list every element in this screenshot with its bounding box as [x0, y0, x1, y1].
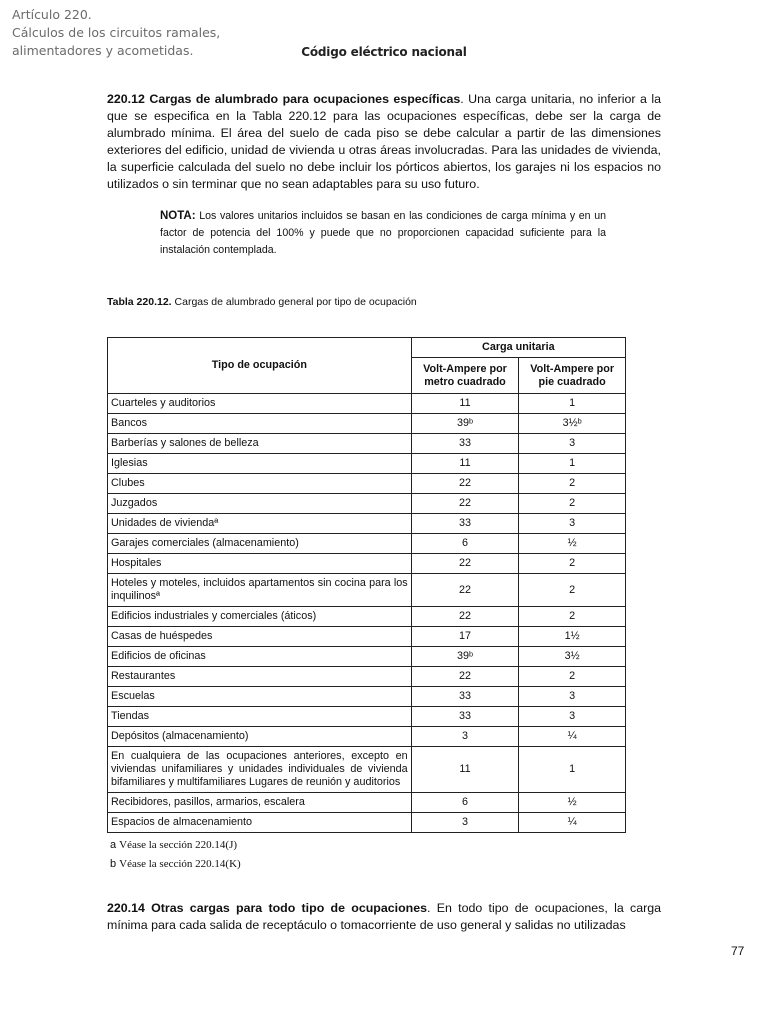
table-body	[108, 394, 626, 833]
table-row	[108, 514, 626, 534]
note-label: NOTA:	[160, 210, 196, 222]
table-row	[108, 707, 626, 727]
va-m2-cell: 22	[411, 494, 519, 514]
va-m2-cell: 3	[411, 813, 519, 833]
va-m2-cell: 22	[411, 474, 519, 494]
header-va-m2: Volt-Ampere por metro cuadrado	[411, 358, 519, 394]
occupation-cell: Juzgados	[108, 494, 412, 514]
header-line: alimentadores y acometidas.	[12, 43, 194, 58]
table-row	[108, 813, 626, 833]
va-ft2-cell: ¼	[519, 727, 626, 747]
section-body: . En todo tipo de ocupaciones, la carga mínima para cada salida de receptáculo o tomacorriente de uso general y salidas no utilizadas	[107, 901, 661, 932]
va-ft2-cell: 2	[519, 574, 626, 607]
occupation-cell: Espacios de almacenamiento	[108, 813, 412, 833]
header-occupation: Tipo de ocupación	[108, 338, 412, 394]
footnote-mark: b	[110, 858, 117, 870]
va-ft2-cell: 2	[519, 607, 626, 627]
table-row	[108, 667, 626, 687]
occupation-cell: Hoteles y moteles, incluidos apartamentos sin cocina para los inquilinosª	[108, 574, 412, 607]
table-row	[108, 747, 626, 793]
va-m2-cell: 22	[411, 667, 519, 687]
occupation-cell: Garajes comerciales (almacenamiento)	[108, 534, 412, 554]
table-caption-text: Cargas de alumbrado general por tipo de ocupación	[171, 296, 417, 308]
va-ft2-cell: 3½ᵇ	[519, 414, 626, 434]
va-m2-cell: 6	[411, 534, 519, 554]
va-m2-cell: 39ᵇ	[411, 647, 519, 667]
va-ft2-cell: 3	[519, 687, 626, 707]
table-caption	[107, 296, 417, 308]
lighting-load-table	[107, 337, 626, 833]
occupation-cell: Recibidores, pasillos, armarios, escalera	[108, 793, 412, 813]
table-row	[108, 574, 626, 607]
header-unit-load: Carga unitaria	[411, 338, 625, 358]
header-va-ft2: Volt-Ampere por pie cuadrado	[519, 358, 626, 394]
va-m2-cell: 17	[411, 627, 519, 647]
table-row	[108, 534, 626, 554]
va-ft2-cell: 2	[519, 494, 626, 514]
table-row	[108, 494, 626, 514]
occupation-cell: Bancos	[108, 414, 412, 434]
table-row	[108, 394, 626, 414]
note-text: Los valores unitarios incluidos se basan en las condiciones de carga mínima y en un factor de potencia del 100% y puede que no proporcionen capacidad suficiente para la instalación contemplada.	[160, 210, 606, 256]
running-header-title: Código eléctrico nacional	[301, 45, 467, 59]
va-m2-cell: 3	[411, 727, 519, 747]
va-ft2-cell: 3½	[519, 647, 626, 667]
occupation-cell: Iglesias	[108, 454, 412, 474]
table-row	[108, 607, 626, 627]
va-m2-cell: 33	[411, 687, 519, 707]
va-m2-cell: 22	[411, 554, 519, 574]
table-row	[108, 727, 626, 747]
va-ft2-cell: 3	[519, 707, 626, 727]
occupation-cell: En cualquiera de las ocupaciones anteriores, excepto en viviendas unifamiliares y unidades individuales de vivienda bifamiliares y multifamiliares Lugares de reunión y auditorios	[108, 747, 412, 793]
section-heading: 220.14 Otras cargas para todo tipo de ocupaciones	[107, 901, 427, 915]
header-line: Artículo 220.	[12, 7, 92, 22]
va-ft2-cell: 1	[519, 394, 626, 414]
occupation-cell: Hospitales	[108, 554, 412, 574]
va-m2-cell: 22	[411, 574, 519, 607]
footnote-text: Véase la sección 220.14(J)	[119, 839, 238, 851]
section-heading: 220.12 Cargas de alumbrado para ocupaciones específicas	[107, 92, 461, 106]
section-body: . Una carga unitaria, no inferior a la que se especifica en la Tabla 220.12 para las ocupaciones específicas, debe ser la carga de alumbrado mínima. El área del suelo de cada piso se debe calcular a partir de las dimensiones exteriores del edificio, unidad de vivienda u otras áreas involucradas. Para las unidades de vivienda, la superficie calculada del suelo no debe incluir los pórticos abiertos, los garajes ni los espacios no utilizados o sin terminar que no sean adaptables para su uso futuro.	[107, 92, 661, 191]
va-ft2-cell: ½	[519, 793, 626, 813]
occupation-cell: Restaurantes	[108, 667, 412, 687]
page-number: 77	[731, 944, 745, 958]
occupation-cell: Unidades de viviendaª	[108, 514, 412, 534]
va-m2-cell: 33	[411, 707, 519, 727]
va-m2-cell: 33	[411, 514, 519, 534]
va-m2-cell: 11	[411, 394, 519, 414]
table-row	[108, 434, 626, 454]
footnote-text: Véase la sección 220.14(K)	[119, 858, 241, 870]
footnote-mark: a	[110, 839, 117, 851]
table-row	[108, 474, 626, 494]
va-m2-cell: 33	[411, 434, 519, 454]
va-ft2-cell: 1	[519, 454, 626, 474]
occupation-cell: Tiendas	[108, 707, 412, 727]
va-ft2-cell: 3	[519, 514, 626, 534]
occupation-cell: Casas de huéspedes	[108, 627, 412, 647]
va-m2-cell: 11	[411, 747, 519, 793]
table-row	[108, 454, 626, 474]
occupation-cell: Cuarteles y auditorios	[108, 394, 412, 414]
va-ft2-cell: 3	[519, 434, 626, 454]
va-m2-cell: 22	[411, 607, 519, 627]
occupation-cell: Barberías y salones de belleza	[108, 434, 412, 454]
va-ft2-cell: 1½	[519, 627, 626, 647]
va-ft2-cell: 1	[519, 747, 626, 793]
va-ft2-cell: 2	[519, 474, 626, 494]
va-ft2-cell: 2	[519, 667, 626, 687]
va-ft2-cell: ½	[519, 534, 626, 554]
occupation-cell: Edificios industriales y comerciales (áticos)	[108, 607, 412, 627]
occupation-cell: Escuelas	[108, 687, 412, 707]
table-row	[108, 793, 626, 813]
header-line: Cálculos de los circuitos ramales,	[12, 25, 221, 40]
footnote-b	[110, 858, 241, 870]
occupation-cell: Depósitos (almacenamiento)	[108, 727, 412, 747]
table-row	[108, 554, 626, 574]
note-paragraph	[160, 208, 606, 259]
occupation-cell: Clubes	[108, 474, 412, 494]
table-row	[108, 687, 626, 707]
va-ft2-cell: ¼	[519, 813, 626, 833]
section-220-14-paragraph	[107, 900, 661, 934]
table-caption-label: Tabla 220.12.	[107, 296, 172, 308]
va-m2-cell: 39ᵇ	[411, 414, 519, 434]
table-row	[108, 647, 626, 667]
va-m2-cell: 11	[411, 454, 519, 474]
table-row	[108, 414, 626, 434]
occupation-cell: Edificios de oficinas	[108, 647, 412, 667]
section-220-12-paragraph	[107, 91, 661, 193]
footnote-a	[110, 839, 237, 851]
va-m2-cell: 6	[411, 793, 519, 813]
va-ft2-cell: 2	[519, 554, 626, 574]
table-row	[108, 627, 626, 647]
